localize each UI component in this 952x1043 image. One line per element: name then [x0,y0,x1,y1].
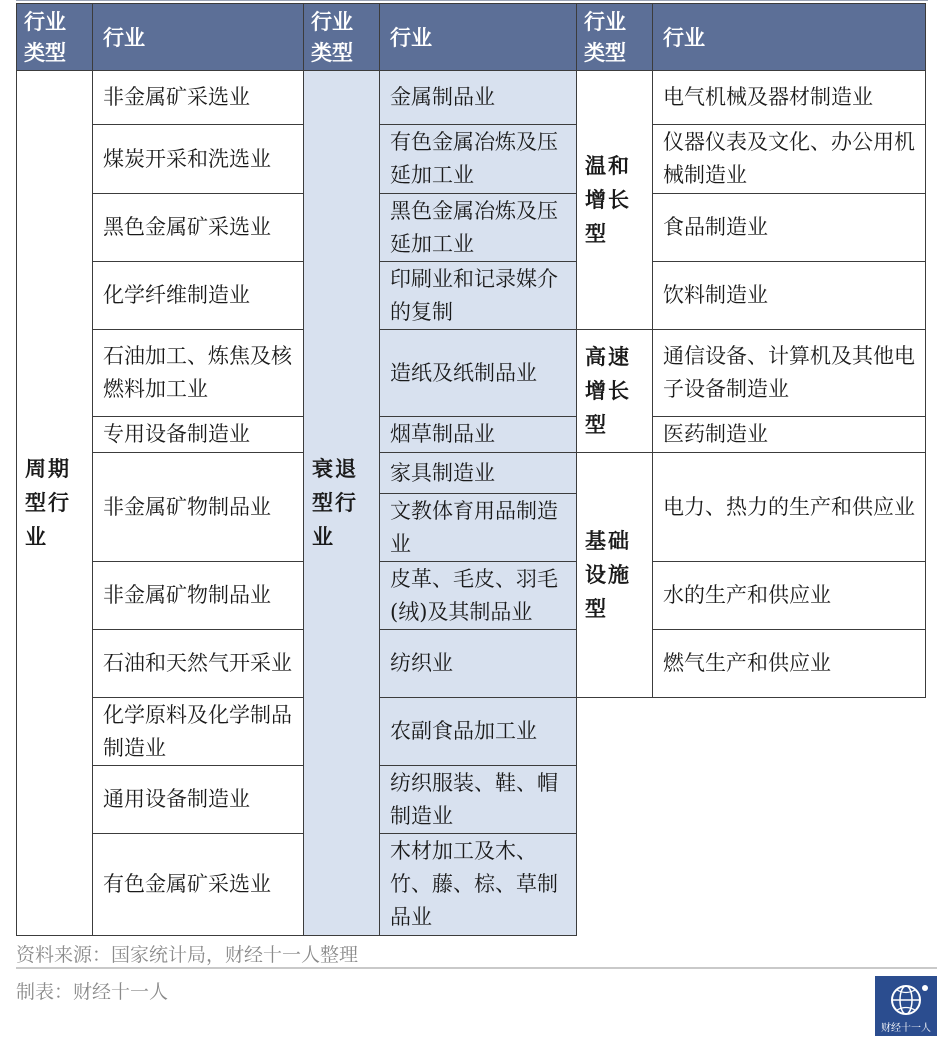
table-cell: 医药制造业 [653,417,926,453]
header-industry-2: 行业 [380,4,577,71]
empty-area [577,698,926,936]
table-cell: 家具制造业 [380,453,577,494]
table-cell: 黑色金属矿采选业 [93,194,304,262]
table-row [17,562,926,630]
table-cell: 纺织业 [380,630,577,698]
table-row [17,698,926,766]
maker-note: 制表：财经十一人 [16,981,169,1003]
table-cell: 有色金属冶炼及压延加工业 [380,125,577,194]
header-type-1: 行业类型 [17,4,93,71]
table-cell: 纺织服装、鞋、帽制造业 [380,766,577,834]
table-cell: 木材加工及木、竹、藤、棕、草制品业 [380,834,577,936]
table-cell: 非金属矿物制品业 [93,453,304,562]
category-moderate: 温和增长型 [577,71,653,330]
table-cell: 化学原料及化学制品制造业 [93,698,304,766]
table-cell: 通用设备制造业 [93,766,304,834]
table-cell: 石油加工、炼焦及核燃料加工业 [93,330,304,417]
footer-divider [16,967,937,969]
table-row [17,71,926,125]
table-cell: 石油和天然气开采业 [93,630,304,698]
brand-logo [875,976,937,1036]
table-row [17,453,926,494]
table-cell: 饮料制造业 [653,262,926,330]
table-cell: 专用设备制造业 [93,417,304,453]
table-row [17,194,926,262]
category-declining: 衰退型行业 [304,71,380,936]
table-row [17,262,926,330]
industry-classification-table [16,3,926,936]
header-row [17,4,926,71]
table-cell: 燃气生产和供应业 [653,630,926,698]
table-cell: 煤炭开采和洗选业 [93,125,304,194]
table-cell: 水的生产和供应业 [653,562,926,630]
top-rule [16,0,928,1]
table-cell: 电气机械及器材制造业 [653,71,926,125]
table-cell: 烟草制品业 [380,417,577,453]
table-cell: 造纸及纸制品业 [380,330,577,417]
table-cell: 仪器仪表及文化、办公用机械制造业 [653,125,926,194]
category-cyclical: 周期型行业 [17,71,93,936]
table-cell: 皮革、毛皮、羽毛(绒)及其制品业 [380,562,577,630]
table-row [17,417,926,453]
table-cell: 农副食品加工业 [380,698,577,766]
header-industry-3: 行业 [653,4,926,71]
table-cell: 化学纤维制造业 [93,262,304,330]
category-infrastructure: 基础设施型 [577,453,653,698]
table-cell: 非金属矿物制品业 [93,562,304,630]
table-cell: 黑色金属冶炼及压延加工业 [380,194,577,262]
table-cell: 文教体育用品制造业 [380,494,577,562]
table-cell: 有色金属矿采选业 [93,834,304,936]
table-cell: 食品制造业 [653,194,926,262]
header-industry-1: 行业 [93,4,304,71]
logo-text: 财经十一人 [881,1023,931,1034]
table-row [17,330,926,417]
table-cell: 印刷业和记录媒介的复制 [380,262,577,330]
source-note: 资料来源：国家统计局，财经十一人整理 [16,944,359,966]
table-row [17,630,926,698]
table-cell: 非金属矿采选业 [93,71,304,125]
header-type-3: 行业类型 [577,4,653,71]
table-row [17,125,926,194]
header-type-2: 行业类型 [304,4,380,71]
table-cell: 金属制品业 [380,71,577,125]
table-cell: 电力、热力的生产和供应业 [653,453,926,562]
category-rapid: 高速增长型 [577,330,653,453]
table-cell: 通信设备、计算机及其他电子设备制造业 [653,330,926,417]
